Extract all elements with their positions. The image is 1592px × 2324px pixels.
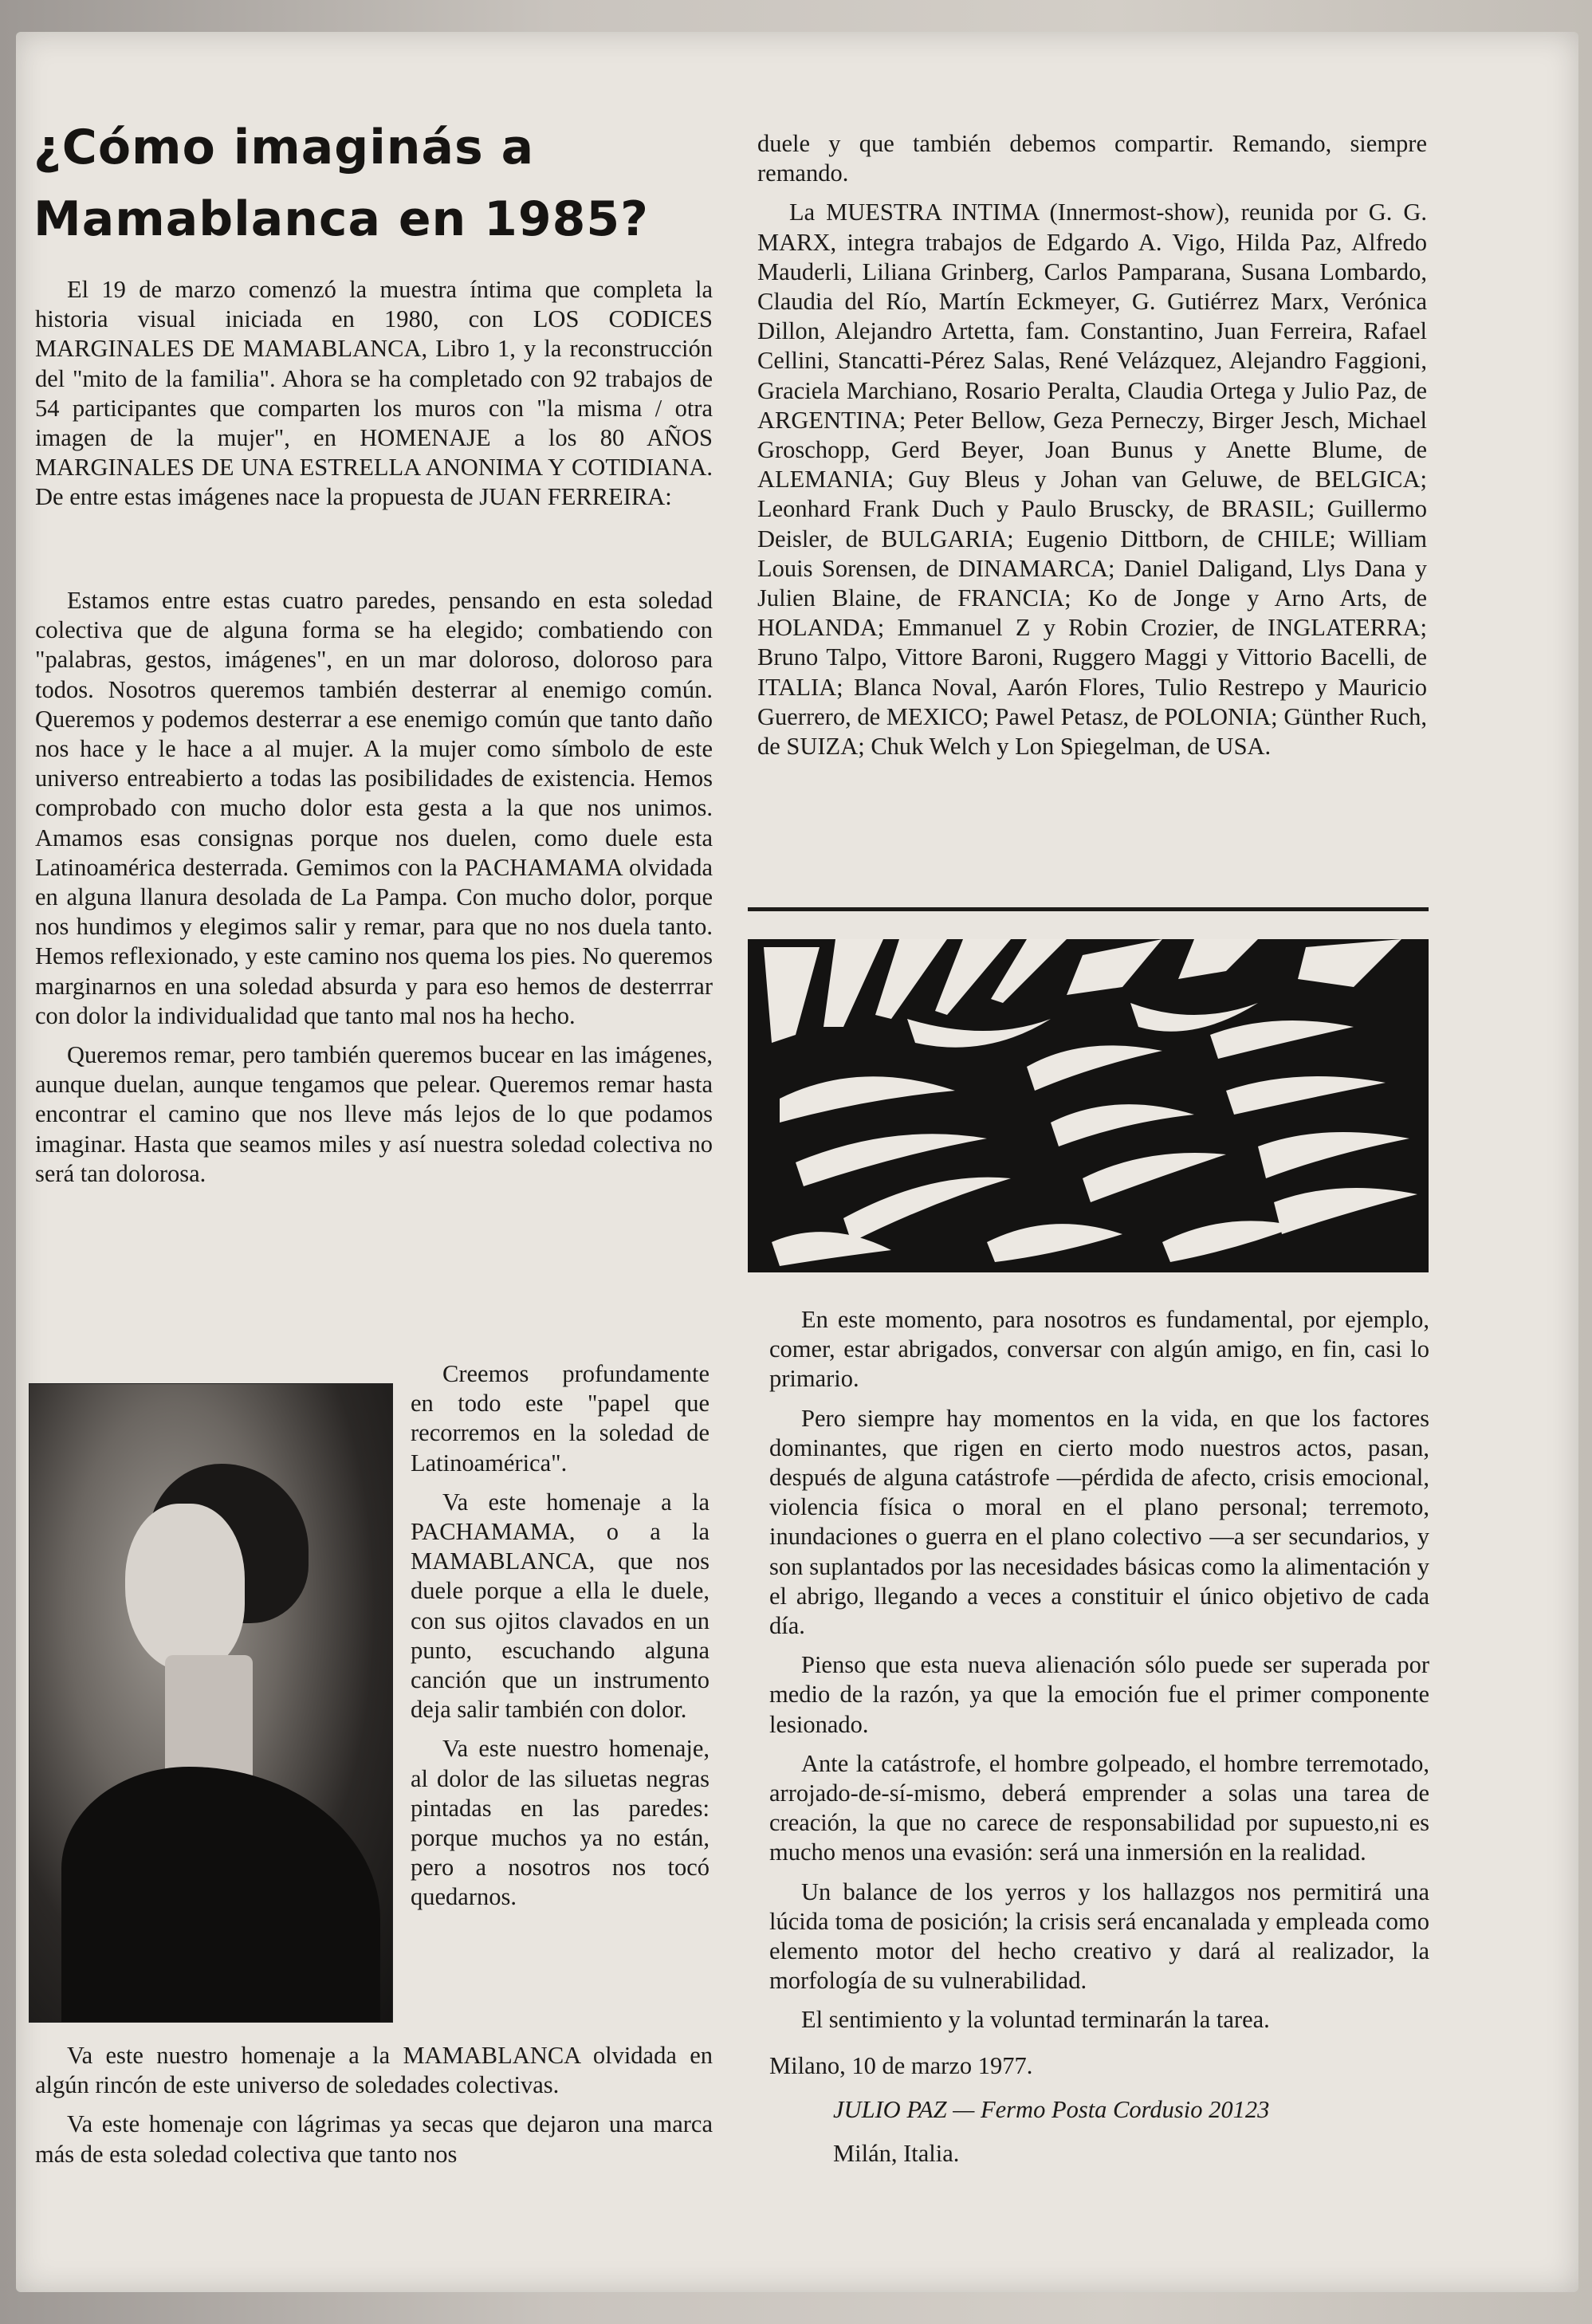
- headline-line-1: ¿Cómo imaginás a: [33, 120, 535, 175]
- bottom-left-section: [35, 2041, 713, 2179]
- side-paragraph-2: Va este homenaje a la PACHAMAMA, o a la MAMABLANCA, que nos duele porque a ella le duele, con sus ojitos clavados en un punto, escuchando alguna canción que un instrumento deja salir también con dolor.: [411, 1488, 710, 1724]
- portrait-photo: [29, 1383, 393, 2023]
- right-continuation: duele y que también debemos compartir. Remando, siempre remando.: [757, 130, 1427, 187]
- signature-line: [833, 2095, 1429, 2125]
- bottom-paragraph-2: Va este homenaje con lágrimas ya secas que dejaron una marca más de esta soledad colectiva que tanto nos: [35, 2110, 713, 2168]
- portrait-dress: [61, 1767, 380, 2022]
- essay-paragraph-1: En este momento, para nosotros es fundamental, por ejemplo, comer, estar abrigados, conversar con algún amigo, en fin, casi lo primario.: [769, 1306, 1429, 1393]
- side-paragraph-1: Creemos profundamente en todo este "papel que recorremos en la soledad de Latinoamérica".: [411, 1360, 710, 1477]
- portrait-face: [125, 1504, 245, 1671]
- essay-paragraph-2: Pero siempre hay momentos en la vida, en que los factores dominantes, que rigen en cierto modo nuestros actos, pasan, después de alguna catástrofe —pérdida de afecto, crisis emocional, violencia física o moral en el plano personal; terremoto, inundaciones o guerra en el plano colectivo —a ser secundarios, y son suplantados por las necesidades básicas como la alimentación y el abrigo, llegando a veces a constituir el único objetivo de cada día.: [769, 1404, 1429, 1640]
- participants-list: La MUESTRA INTIMA (Innermost-show), reunida por G. G. MARX, integra trabajos de Edgardo A. Vigo, Hilda Paz, Alfredo Mauderli, Liliana Grinberg, Carlos Pamparana, Susana Lombardo, Claudia del Río, Martín Eckmeyer, G. Gutiérrez Marx, Verónica Dillon, Alejandro Artetta, fam. Constantino, Juan Ferreira, Rafael Cellini, Stancatti-Pérez Salas, René Velázquez, Alejandro Faggioni, Graciela Marchiano, Rosario Peralta, Claudia Ortega y Julio Paz, de ARGENTINA; Peter Bellow, Geza Perneczy, Birger Jesch, Michael Groschopp, Gerd Beyer, Joan Bunus y Anette Blume, de ALEMANIA; Guy Bleus y Johan van Geluwe, de BELGICA; Leonhard Frank Duch y Paulo Bruscky, de BRASIL; Guillermo Deisler, de BULGARIA; Eugenio Dittborn, de CHILE; William Louis Sorensen, de DINAMARCA; Daniel Daligand, Llys Dana y Julien Blaine, de FRANCIA; Ko de Jonge y Arno Arts, de HOLANDA; Emmanuel Z y Robin Crozier, de INGLATERRA; Bruno Talpo, Vittore Baroni, Ruggero Maggi y Vittorio Bacelli, de ITALIA; Blanca Noval, Aarón Flores, Tulio Restrepo y Mauricio Guerrero, de MEXICO; Pawel Petasz, de POLONIA; Günther Ruch, de SUIZA; Chuk Welch y Lon Spiegelman, de USA.: [757, 199, 1427, 761]
- signature-city: Milán, Italia.: [833, 2139, 960, 2167]
- signature-address: — Fermo Posta Cordusio 20123: [953, 2095, 1270, 2123]
- essay-paragraph-6: El sentimiento y la voluntad terminarán la tarea.: [801, 2006, 1270, 2034]
- woodcut-leaves-graphic: [748, 939, 1429, 1272]
- signature-place-date: Milano, 10 de marzo 1977.: [769, 2051, 1033, 2079]
- intro-section: [35, 275, 713, 522]
- bottom-paragraph-1: Va este nuestro homenaje a la MAMABLANCA olvidada en algún rincón de este universo de soledades colectivas.: [35, 2042, 713, 2099]
- right-bottom-section: [769, 1305, 1429, 2178]
- headline-line-2: Mamablanca en 1985?: [33, 191, 649, 247]
- essay-paragraph-3: Pienso que esta nueva alienación sólo puede ser superada por medio de la razón, ya que la emoción fue el primer componente lesionado.: [769, 1651, 1429, 1738]
- side-column: [411, 1359, 710, 1922]
- manifesto-paragraph-2: Queremos remar, pero también queremos bucear en las imágenes, aunque duelan, aunque tengamos que pelear. Queremos remar hasta encontrar el camino que nos lleve más lejos de lo que podamos imaginar. Hasta que seamos miles y así nuestra soledad colectiva no será tan dolorosa.: [35, 1041, 713, 1187]
- essay-paragraph-4: Ante la catástrofe, el hombre golpeado, el hombre terremotado, arrojado-de-sí-mismo, deberá emprender a solas una tarea de creación, la que no carece de responsabilidad por supuesto,ni es mucho menos una evasión: será una inmersión en la realidad.: [769, 1749, 1429, 1866]
- article-headline: [33, 112, 727, 255]
- signature-author: JULIO PAZ: [833, 2095, 947, 2123]
- side-paragraph-3: Va este nuestro homenaje, al dolor de las siluetas negras pintadas en las paredes: porque muchos ya no están, pero a nosotros nos tocó quedarnos.: [411, 1735, 710, 1911]
- right-top-section: [757, 129, 1427, 771]
- manifesto-paragraph-1: Estamos entre estas cuatro paredes, pensando en esta soledad colectiva que de alguna forma se ha elegido; combatiendo con "palabras, gestos, imágenes", en un mar doloroso, doloroso para todos. Nosotros queremos también desterrar al enemigo común. Queremos y podemos desterrar a ese enemigo común que tanto daño nos hace y le hace a al mujer. A la mujer como símbolo de este universo entreabierto a todas las posibilidades de existencia. Hemos comprobado con mucho dolor esta gesta a la que nos unimos. Amamos esas consignas porque nos duelen, como duele esta Latinoamérica desterrada. Gemimos con la PACHAMAMA olvidada en alguna llanura desolada de La Pampa. Con mucho dolor, porque nos hundimos y elegimos salir y remar, para que no nos duela tanto. Hemos reflexionado, y este camino nos quema los pies. No queremos marginarnos en una soledad absurda y para eso hemos de desterrrar con dolor la individualidad que tanto mal nos ha hecho.: [35, 587, 713, 1029]
- manifesto-section: [35, 586, 713, 1198]
- intro-paragraph: El 19 de marzo comenzó la muestra íntima que completa la historia visual iniciada en 1980, con LOS CODICES MARGINALES DE MAMABLANCA, Libro 1, y la reconstrucción del "mito de la familia". Ahora se ha completado con 92 trabajos de 54 participantes que comparten los muros con "la misma / otra imagen de la mujer", en HOMENAJE a los 80 AÑOS MARGINALES DE UNA ESTRELLA ANONIMA Y COTIDIANA. De entre estas imágenes nace la propuesta de JUAN FERREIRA:: [35, 276, 713, 511]
- section-divider: [748, 907, 1429, 911]
- woodcut-illustration: [748, 939, 1429, 1272]
- essay-paragraph-5: Un balance de los yerros y los hallazgos nos permitirá una lúcida toma de posición; la crisis será encanalada y empleada como elemento motor del hecho creativo y dará al realizador, la morfología de su vulnerabilidad.: [769, 1878, 1429, 1995]
